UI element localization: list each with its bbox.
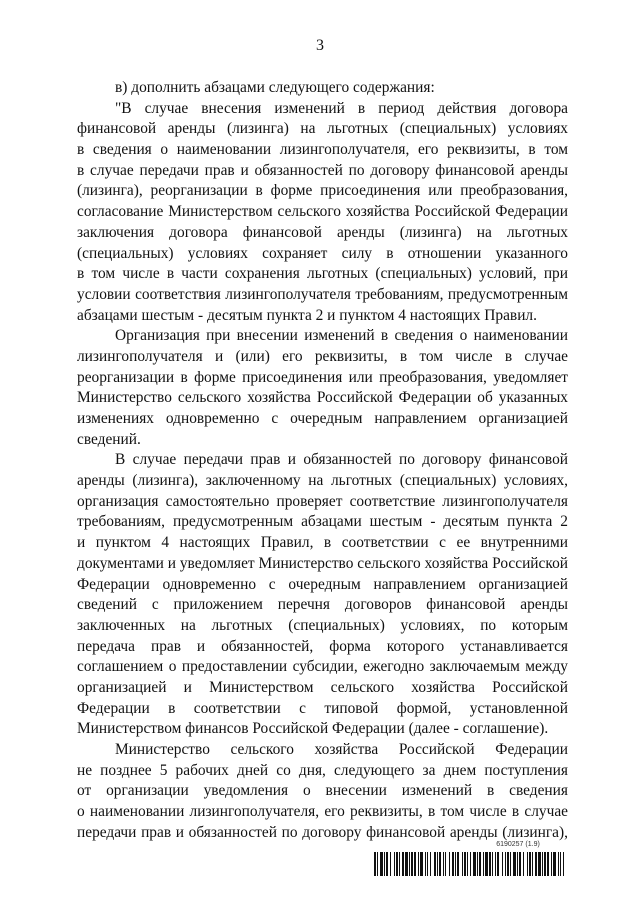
text-line: не позднее 5 рабочих дней со дня, следующего за днем поступления	[77, 761, 568, 779]
text-line: организацией и Министерством сельского хозяйства Российской	[77, 678, 568, 696]
document-code: 6190257 (1.9)	[496, 841, 540, 848]
text-line: абзацами шестым - десятым пункта 2 и пунктом 4 настоящих Правил.	[77, 306, 537, 324]
text-line: Министерство сельского хозяйства Российской Федерации об указанных	[77, 389, 568, 407]
paragraph	[77, 99, 568, 327]
text-line: организация самостоятельно проверяет соответствие лизингополучателя	[77, 492, 568, 510]
text-line: изменениях одновременно с очередным направлением организацией	[77, 410, 568, 427]
text-line: лизингополучателя и (или) его реквизиты, в том числе в случае	[77, 347, 568, 365]
text-line: Федерации одновременно с очередным направлением организацией	[77, 575, 568, 593]
text-line: "В случае внесения изменений в период действия договора	[115, 99, 568, 117]
paragraph	[77, 326, 568, 450]
text-line: сведений с приложением перечня договоров финансовой аренды	[77, 596, 568, 614]
text-line: Министерство сельского хозяйства Российской Федерации	[115, 741, 568, 758]
text-line: Федерации в соответствии с типовой формой, установленной	[77, 699, 568, 717]
text-line: о наименовании лизингополучателя, его реквизиты, в том числе в случае	[77, 803, 568, 821]
paragraph	[77, 740, 568, 843]
document-body	[77, 78, 568, 843]
text-line: требованиям, предусмотренным абзацами шестым - десятым пункта 2	[77, 513, 568, 531]
text-line: финансовой аренды (лизинга) на льготных (специальных) условиях	[77, 120, 568, 138]
text-line: Министерством финансов Российской Федерации (далее - соглашение).	[77, 720, 549, 738]
text-line: Организация при внесении изменений в сведения о наименовании	[115, 327, 568, 345]
barcode-icon	[374, 852, 564, 876]
text-line: в том числе в части сохранения льготных (специальных) условий, при	[77, 265, 568, 283]
text-line: сведений.	[77, 430, 141, 448]
text-line: в случае передачи прав и обязанностей по договору финансовой аренды	[77, 161, 568, 179]
text-line: соглашением о предоставлении субсидии, ежегодно заключаемым между	[77, 658, 568, 676]
text-line: аренды (лизинга), заключенному на льготных (специальных) условиях,	[77, 472, 568, 490]
text-line: передача прав и обязанностей, форма которого устанавливается	[77, 637, 568, 655]
text-line: заключенных на льготных (специальных) условиях, по которым	[77, 616, 568, 634]
paragraph	[77, 450, 568, 740]
text-line: реорганизации в форме присоединения или преобразования, уведомляет	[77, 368, 568, 386]
text-line: передачи прав и обязанностей по договору финансовой аренды (лизинга),	[77, 823, 568, 841]
text-line: и пунктом 4 настоящих Правил, в соответствии с ее внутренними	[77, 534, 568, 552]
paragraph	[77, 78, 568, 99]
text-line: в сведения о наименовании лизингополучателя, его реквизиты, в том	[77, 141, 568, 159]
text-line: от организации уведомления о внесении изменений в сведения	[77, 782, 568, 800]
text-line: (специальных) условиях сохраняет силу в отношении указанного	[77, 244, 568, 262]
text-line: заключения договора финансовой аренды (лизинга) на льготных	[77, 223, 568, 241]
text-line: условии соответствия лизингополучателя требованиям, предусмотренным	[77, 285, 568, 303]
page-number: 3	[316, 37, 324, 54]
text-line: документами и уведомляет Министерство сельского хозяйства Российской	[77, 554, 568, 572]
text-line: в) дополнить абзацами следующего содержания:	[115, 79, 435, 96]
text-line: согласование Министерством сельского хозяйства Российской Федерации	[77, 203, 568, 221]
text-line: В случае передачи прав и обязанностей по договору финансовой	[115, 451, 568, 469]
text-line: (лизинга), реорганизации в форме присоединения или преобразования,	[77, 182, 568, 200]
